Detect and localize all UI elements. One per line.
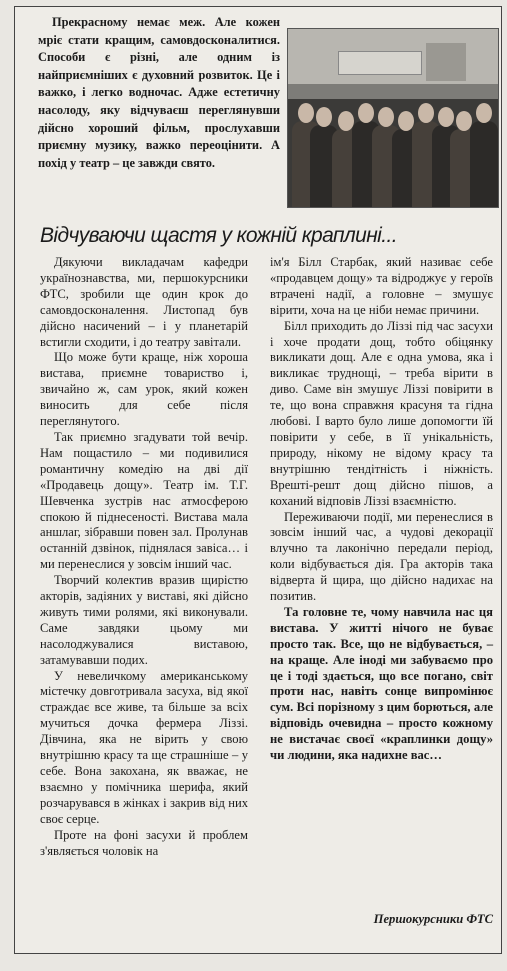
paragraph: ім'я Білл Старбак, який називає себе «продавцем дощу» та відроджує у героїв втрачені надії, а головне – змушує вірити, хоча на це ніби немає причини. [270, 255, 493, 317]
article-headline: Відчуваючи щастя у кожній краплині... [40, 224, 397, 247]
lead-paragraph [38, 14, 280, 172]
conclusion-paragraph: Та головне те, чому навчила нас ця вистава. У житті нічого не буває просто так. Все, що не відбувається, – на краще. Але іноді ми забуваємо про це і тоді здається, що все погано, світ проти нас, навіть сонце випромінює сум. Всі порізному з цим борються, але відповідь очевидна – просто кожному не вистачає своєї «краплинки дощу» чи людини, яка надихне вас… [270, 604, 493, 763]
paragraph: Проте на фоні засухи й проблем з'являється чоловік на [40, 827, 248, 858]
paragraph: Творчий колектив вразив щирістю акторів, задіяних у виставі, які дійсно живуть тими ролями, які виконували. Саме завдяки цьому ми насолоджувалися виставою, затамувавши подих. [40, 573, 248, 667]
lead-text: Прекрасному немає меж. Але кожен мріє стати кращим, самовдосконалитися. Способи є різні, але одним із найприємніших є духовний розвиток. Це і важко, і легко водночас. Адже естетичну насолоду, яку відчуваєш переглянувши дійсно хороший фільм, прослухавши приємну музику, важко переоцінити. А похід у театр – це завжди свято. [38, 15, 280, 170]
paragraph: Переживаючи події, ми перенеслися в зовсім інший час, а чудові декорації влучно та лаконічно передали період, коли відбувається дія. Гра акторів така відверта й щира, що дійсно надихає на позитив. [270, 509, 493, 604]
paragraph: Що може бути краще, ніж хороша вистава, приємне товариство і, звичайно ж, сам урок, який кожен виносить для себе після переглянутого. [40, 350, 248, 429]
article-column-right [270, 255, 493, 764]
paragraph: Дякуючи викладачам кафедри українознавства, ми, першокурсники ФТС, зробили ще один крок до самовдосконалення. Листопад був дійсно насичений – і у планетарій встигли сходити, і до театру завітали. [40, 255, 248, 349]
paragraph: Так приємно згадувати той вечір. Нам пощастило – ми подивилися романтичну комедію на дві дії «Продавець дощу». Театр ім. Т.Г. Шевченка зустрів нас атмосферою спокою й піднесеності. Вистава мала аншлаг, зібравши повен зал. Пролунав останній дзвінок, піднялася завіса… і ми перенеслися у зовсім інший час. [40, 429, 248, 572]
group-photo [287, 28, 499, 208]
author-signature: Першокурсники ФТС [373, 912, 493, 926]
article-column-left [40, 255, 248, 859]
paragraph: Білл приходить до Ліззі під час засухи і хоче продати дощ, тобто обіцянку викликати дощ. Але є одна умова, яка і викликає труднощі, – треба вірити в диво. Саме він змушує Ліззі повірити в те, що вона справжня красуня та гідна любові. І варто було лише допомогти їй повірити у себе, в її унікальність, природу, нікому не відому красу та внутрішню тендітність і ніжність. Врешті-решт дощ дійсно пішов, а коханий відповів Ліззі взаємністю. [270, 318, 493, 508]
paragraph: У невеличкому американському містечку довготривала засуха, від якої страждає все живе, та більше за всіх мучиться дочка фермера Ліззі. Дівчина, яка не вірить у свою внутрішню красу та ще страшніше – у себе. Вона закохана, як вважає, не взаємно у помічника шерифа, який розчарувався в жінках і закрив від них своє серце. [40, 668, 248, 826]
